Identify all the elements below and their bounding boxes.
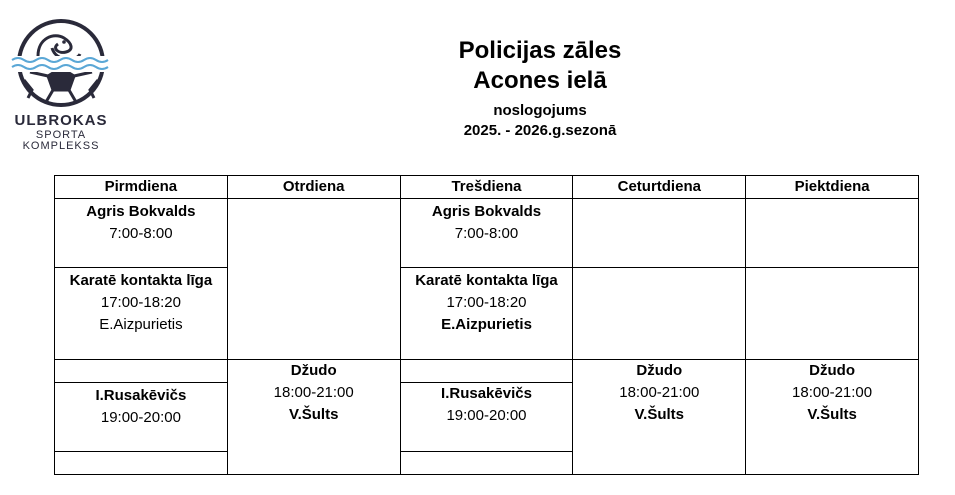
day-header: Otrdiena: [227, 176, 400, 199]
activity-time: 17:00-18:20: [100, 294, 181, 311]
activity-name: Karatē kontakta līga: [415, 272, 558, 289]
activity-name: Džudo: [290, 362, 337, 379]
activity-time: 18:00-21:00: [273, 384, 354, 401]
schedule-cell: [227, 360, 400, 475]
day-header: Piektdiena: [746, 176, 919, 199]
day-header: Trešdiena: [400, 176, 573, 199]
day-header: Ceturtdiena: [573, 176, 746, 199]
schedule-cell: [55, 452, 228, 475]
schedule-cell: [400, 199, 573, 268]
activity-name: I.Rusakēvičs: [95, 387, 187, 404]
activity-name: I.Rusakēvičs: [441, 385, 532, 402]
activity-time: 17:00-18:20: [446, 294, 527, 311]
schedule-cell: [55, 360, 228, 383]
schedule-cell: [227, 199, 400, 360]
activity-name: Agris Bokvalds: [86, 203, 196, 220]
title-usage: noslogojums: [493, 102, 587, 119]
activity-name: Agris Bokvalds: [431, 203, 542, 220]
schedule-cell: [55, 383, 228, 452]
activity-time: 18:00-21:00: [792, 384, 873, 401]
logo-text-ulbrokas: ULBROKAS: [14, 112, 108, 129]
logo-text-kompleks: KOMPLEKSS: [22, 140, 100, 152]
activity-time: 19:00-20:00: [446, 407, 527, 424]
schedule-cell: [55, 199, 228, 268]
logo-text-sporta: SPORTA: [35, 129, 87, 141]
activity-coach: V.Šults: [634, 406, 685, 423]
activity-name: Džudo: [636, 362, 683, 379]
schedule-cell: [55, 268, 228, 360]
ulbrokas-logo: [8, 18, 114, 158]
activity-coach: V.Šults: [807, 406, 857, 423]
schedule-cell: [746, 199, 919, 268]
activity-name: Karatē kontakta līga: [69, 272, 213, 289]
table-row: [55, 199, 919, 268]
schedule-cell: [400, 383, 573, 452]
activity-time: 7:00-8:00: [109, 225, 173, 242]
title-street: Acones ielā: [473, 67, 607, 94]
activity-time: 19:00-20:00: [100, 409, 181, 426]
schedule-cell: [746, 360, 919, 475]
sports-complex-emblem-icon: [8, 18, 114, 110]
activity-coach: E.Aizpurietis: [441, 316, 532, 333]
schedule-cell: [746, 268, 919, 360]
activity-coach: V.Šults: [288, 406, 339, 423]
activity-coach: E.Aizpurietis: [99, 316, 183, 333]
activity-time: 18:00-21:00: [619, 384, 700, 401]
activity-time: 7:00-8:00: [454, 225, 519, 242]
title-season: 2025. - 2026.g.sezonā: [463, 122, 617, 139]
schedule-cell: [573, 268, 746, 360]
schedule-cell: [400, 452, 573, 475]
table-row: [55, 360, 919, 383]
schedule-table: [54, 175, 919, 475]
title-hall: Policijas zāles: [458, 37, 622, 64]
day-header: Pirmdiena: [55, 176, 228, 199]
schedule-cell: [573, 360, 746, 475]
header-row: [55, 176, 919, 199]
schedule-cell: [400, 268, 573, 360]
table-row: [55, 268, 919, 360]
schedule-cell: [400, 360, 573, 383]
activity-name: Džudo: [809, 362, 855, 379]
schedule-cell: [573, 199, 746, 268]
page-title: [390, 36, 690, 142]
